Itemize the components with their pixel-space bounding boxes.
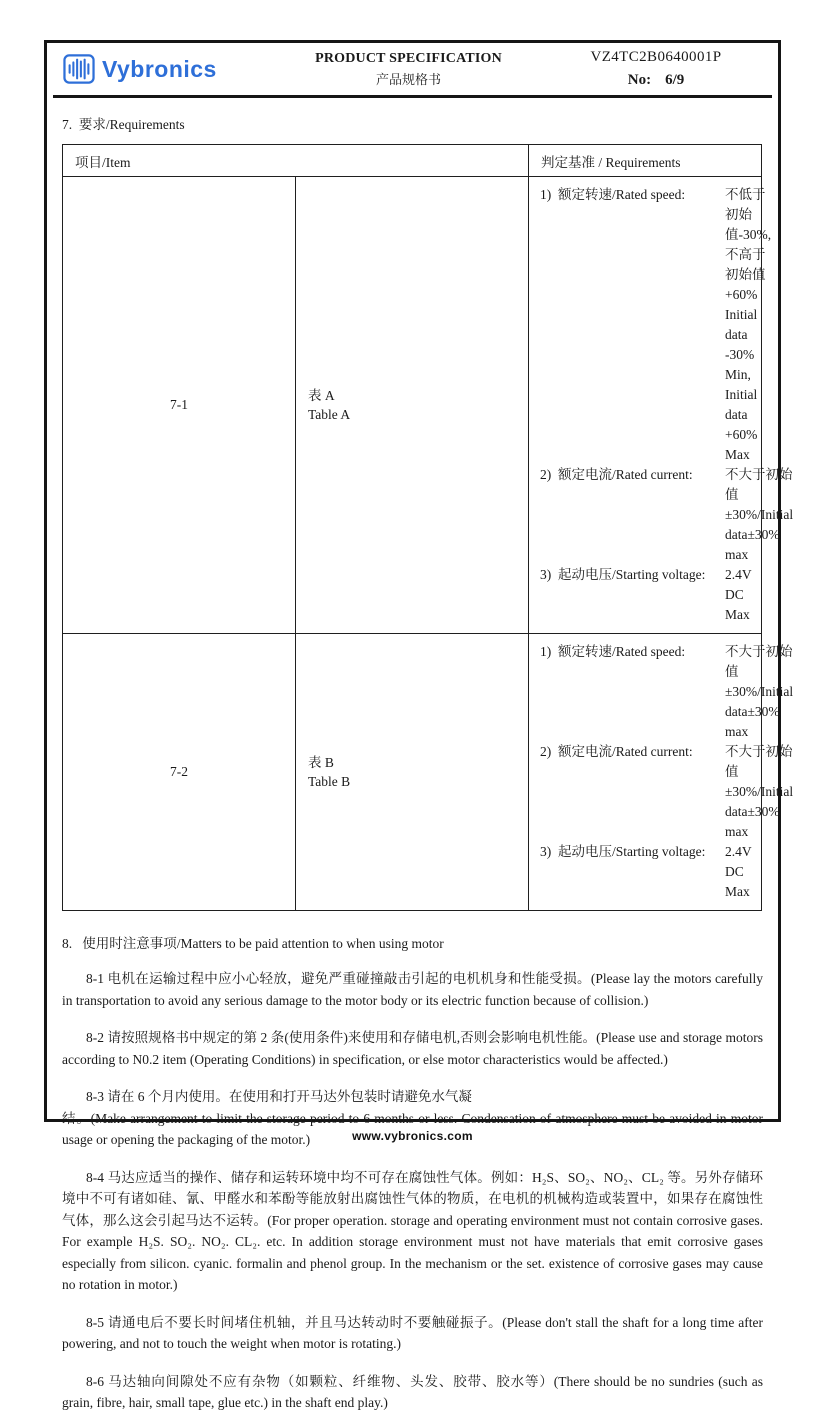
- requirement-value: 不大于初始值±30%/Initial data±30% max: [725, 467, 794, 562]
- note-8-1: 8-1 电机在运输过程中应小心轻放，避免严重碰撞敲击引起的电机机身和性能受损。(Please lay the motors carefully in transportation to avoid any serious damage to the motor body or its electric function because of collision.): [62, 971, 763, 1008]
- requirement-value: 2.4V DC Max: [725, 844, 752, 899]
- note-8-6: 8-6 马达轴向间隙处不应有杂物（如颗粒、纤维物、头发、胶带、胶水等）(There should be no sundries (such as grain, fibre, hair, small tape, glue etc.) in the shaft end play.): [62, 1373, 763, 1410]
- table-row: [63, 634, 762, 911]
- note-8-5: 8-5 请通电后不要长时间堵住机轴，并且马达转动时不要触碰振子。(Please don't stall the shaft for a long time after powering, and not to touch the weight when motor is rotating.): [62, 1314, 763, 1351]
- requirement-value: 不大于初始值±30%/Initial data±30% max: [725, 744, 794, 839]
- header: [53, 43, 772, 98]
- note-8-4: 8-4 马达应适当的操作、储存和运转环境中均不可存在腐蚀性气体。例如：H₂S、SO₂、NO₂、CL₂ 等。另外存储环境中不可有诸如硅、氰、甲醛水和苯酚等能放射出腐蚀性气体的物质，在电机的机械构造或装置中，如果存在腐蚀性气体，那么这会引起马达不运转。(For proper operation. storage and operating environment must not contain corrosive gases. For example H₂S. SO₂. NO₂. CL₂. etc. In addition storage environment must not have materials that emit corrosive gases especially from silicon. cyanic. formalin and phenol group. In the mechanism or the set. existence of corrosive gases may cause no rotation in motor.): [62, 1169, 763, 1292]
- requirement-value: 不大于初始值±30%/Initial data±30% max: [725, 644, 794, 739]
- page-content: [47, 113, 794, 1414]
- logo-text: Vybronics: [102, 55, 217, 82]
- requirement-line: [540, 642, 794, 742]
- requirement-line: [540, 465, 794, 565]
- vybronics-logo: [53, 54, 277, 84]
- item-name-cn: 表 B: [308, 755, 334, 770]
- item-name-en: Table B: [308, 774, 351, 789]
- header-spec-block: [540, 50, 772, 88]
- note-8-3: 8-3 请在 6 个月内使用。在使用和打开马达外包装时请避免水气凝 结。(Make arrangement to limit the storage period to 6 months or less. Condensation of atmosphere must be avoided in motor usage or opening the packaging of the motor.): [62, 1089, 763, 1147]
- item-name-cn: 表 A: [308, 388, 335, 403]
- requirement-label: 2) 额定电流/Rated current:: [540, 744, 693, 759]
- item-name-en: Table A: [308, 407, 351, 422]
- requirement-label: 3) 起动电压/Starting voltage:: [540, 567, 706, 582]
- note-8-2: 8-2 请按照规格书中规定的第 2 条(使用条件)来使用和存储电机,否则会影响电机性能。(Please use and storage motors according to N0.2 item (Operating Conditions) in specification, or else motor characteristics would be affected.): [62, 1030, 763, 1067]
- section7-title: 7. 要求/Requirements: [62, 117, 185, 132]
- row-requirements: [529, 177, 794, 634]
- part-number: VZ4TC2B0640001P: [590, 49, 722, 65]
- page-number-value: 6/9: [665, 72, 685, 88]
- requirement-line: [540, 565, 757, 625]
- header-title-block: [277, 52, 540, 86]
- table-row: [63, 177, 762, 634]
- footer-url: www.vybronics.com: [352, 1129, 473, 1143]
- row-requirements: [529, 634, 794, 911]
- requirement-line: [540, 842, 757, 902]
- requirement-line: [540, 185, 772, 465]
- page-number-label: No:: [627, 72, 652, 88]
- section8-title: 8. 使用时注意事项/Matters to be paid attention to when using motor: [62, 936, 444, 951]
- page-number: [540, 73, 772, 88]
- row-item-name: [296, 634, 529, 911]
- requirement-line: [540, 742, 794, 842]
- requirement-value: 不低于初始值-30%,不高于初始值+60% Initial data -30% Min, Initial data +60% Max: [725, 187, 772, 462]
- requirement-label: 3) 起动电压/Starting voltage:: [540, 844, 706, 859]
- table-header-row: [63, 145, 762, 177]
- row-id: 7-2: [63, 634, 296, 911]
- requirement-label: 1) 额定转速/Rated speed:: [540, 187, 686, 202]
- row-item-name: [296, 177, 529, 634]
- requirement-label: 1) 额定转速/Rated speed:: [540, 644, 686, 659]
- requirements-table: [62, 144, 794, 911]
- requirement-label: 2) 额定电流/Rated current:: [540, 467, 693, 482]
- column-header-requirements: 判定基准 / Requirements: [529, 145, 762, 177]
- column-header-item: 项目/Item: [63, 145, 529, 177]
- requirement-value: 2.4V DC Max: [725, 567, 752, 622]
- document-title-en: PRODUCT SPECIFICATION: [315, 51, 502, 66]
- waveform-logo-icon: [63, 54, 95, 84]
- document-title-cn: 产品规格书: [375, 72, 441, 87]
- row-id: 7-1: [63, 177, 296, 634]
